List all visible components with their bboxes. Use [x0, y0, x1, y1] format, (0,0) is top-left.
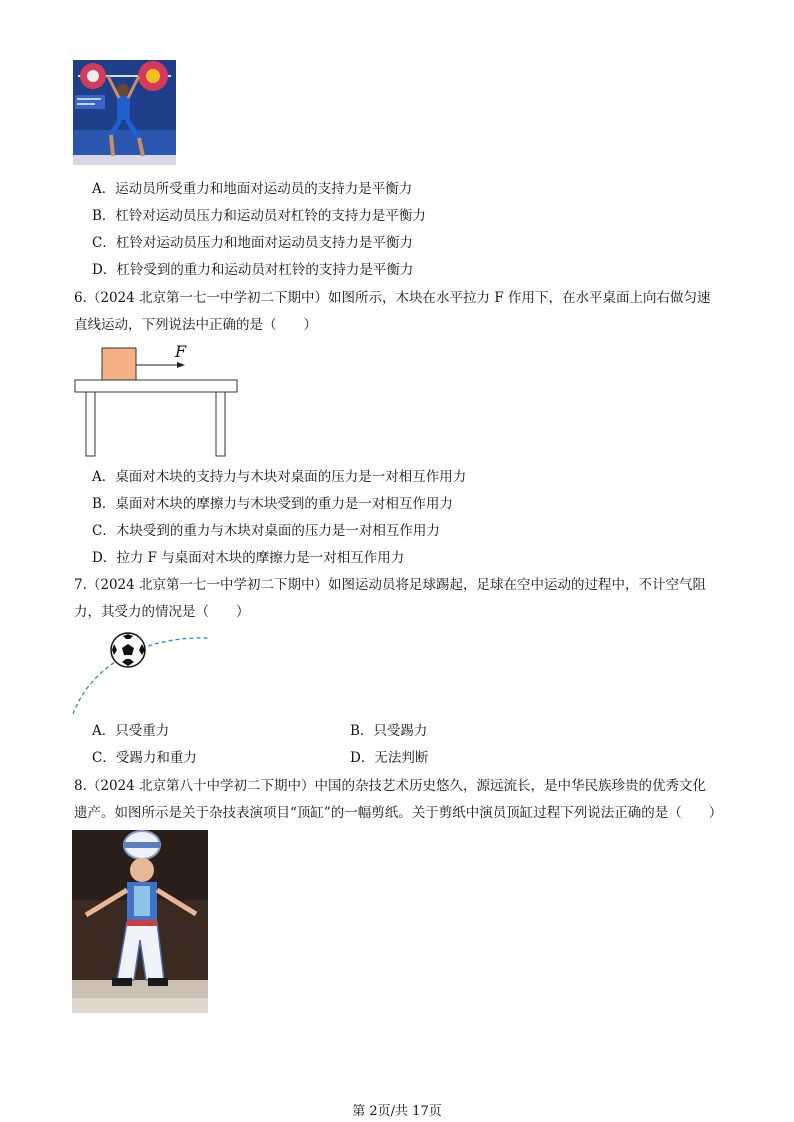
wood-block — [102, 348, 136, 380]
q7-option-a: A．只受重力 — [92, 723, 170, 739]
page-footer: 第 2页/共 17页 — [352, 1104, 442, 1119]
football-trajectory-diagram — [70, 628, 215, 718]
q6-option-c: C．木块受到的重力与木块对桌面的压力是一对相互作用力 — [92, 523, 440, 539]
q6-option-a: A．桌面对木块的支持力与木块对桌面的压力是一对相互作用力 — [92, 469, 467, 485]
weightlifter-photo — [73, 60, 176, 165]
table-leg-left — [86, 392, 95, 456]
q5-option-d: D．杠铃受到的重力和运动员对杠铃的支持力是平衡力 — [92, 262, 414, 278]
table-block-diagram — [72, 340, 242, 460]
force-label-f: F — [175, 342, 187, 361]
q7-option-d: D．无法判断 — [350, 750, 429, 766]
q7-option-c: C．受踢力和重力 — [92, 750, 197, 766]
table-top — [75, 380, 237, 392]
football-icon — [111, 633, 145, 667]
q8-stem-line1: 8.（2024 北京第八十中学初二下期中）中国的杂技艺术历史悠久，源远流长，是中华民族珍贵的优秀文化 — [74, 778, 707, 794]
q5-option-a: A．运动员所受重力和地面对运动员的支持力是平衡力 — [92, 181, 413, 197]
table-leg-right — [216, 392, 225, 456]
q7-stem-line1: 7.（2024 北京第一七一中学初二下期中）如图运动员将足球踢起，足球在空中运动的过程中，不计空气阻 — [74, 577, 707, 593]
q7-stem-line2: 力，其受力的情况是（ ） — [74, 604, 250, 620]
q6-stem-line2: 直线运动，下列说法中正确的是（ ） — [74, 317, 317, 333]
acrobat-photo — [72, 830, 208, 1013]
q7-option-b: B．只受踢力 — [350, 723, 428, 739]
q6-option-d: D．拉力 F 与桌面对木块的摩擦力是一对相互作用力 — [92, 550, 405, 566]
q6-stem-line1: 6.（2024 北京第一七一中学初二下期中）如图所示，木块在水平拉力 F 作用下，在水平桌面上向右做匀速 — [74, 290, 711, 306]
q8-stem-line2: 遗产。如图所示是关于杂技表演项目“顶缸”的一幅剪纸。关于剪纸中演员顶缸过程下列说法正确的是（ ） — [74, 805, 723, 821]
q5-option-c: C．杠铃对运动员压力和地面对运动员支持力是平衡力 — [92, 235, 413, 251]
q6-option-b: B．桌面对木块的摩擦力与木块受到的重力是一对相互作用力 — [92, 496, 453, 512]
q5-option-b: B．杠铃对运动员压力和运动员对杠铃的支持力是平衡力 — [92, 208, 426, 224]
